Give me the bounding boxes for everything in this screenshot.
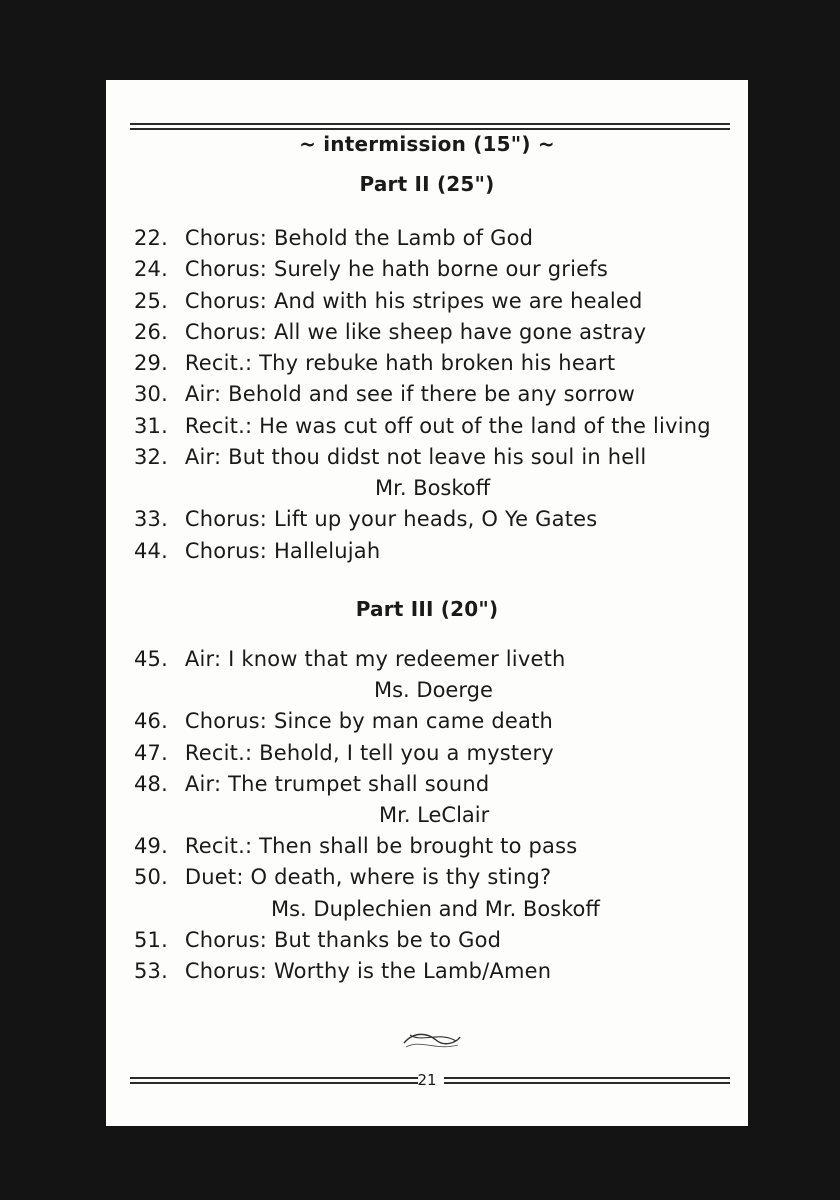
- entry-title: Chorus: Hallelujah: [184, 538, 381, 563]
- program-entry: [134, 536, 711, 567]
- entry-title: Chorus: All we like sheep have gone astray: [184, 319, 647, 344]
- entry-title: Air: Behold and see if there be any sorrow: [184, 382, 636, 407]
- program-page: [106, 80, 748, 1126]
- program-entry: [134, 956, 600, 987]
- program-entry: [134, 254, 711, 285]
- entry-number: 33.: [134, 507, 168, 532]
- top-double-rule: [130, 123, 730, 130]
- program-entry: [134, 379, 711, 410]
- entry-title: Recit.: Behold, I tell you a mystery: [184, 740, 554, 765]
- entry-title: Recit.: Thy rebuke hath broken his heart: [184, 351, 616, 376]
- entry-number: 24.: [134, 257, 168, 282]
- program-entry: [134, 223, 711, 254]
- part-iii-list: [134, 644, 600, 987]
- entry-title: Recit.: Then shall be brought to pass: [184, 834, 578, 859]
- program-entry: [134, 644, 600, 675]
- entry-title: Chorus: Lift up your heads, O Ye Gates: [184, 507, 598, 532]
- entry-title: Chorus: Worthy is the Lamb/Amen: [184, 959, 552, 984]
- performer-credit: Ms. Doerge: [374, 678, 493, 703]
- entry-title: Recit.: He was cut off out of the land of the living: [184, 413, 711, 438]
- entry-number: 45.: [134, 647, 168, 671]
- entry-number: 25.: [134, 288, 168, 313]
- entry-title: Air: But thou didst not leave his soul in hell: [184, 445, 647, 470]
- program-entry: [134, 769, 600, 800]
- performer-credit: Mr. LeClair: [379, 803, 490, 828]
- entry-number: 30.: [134, 382, 168, 407]
- entry-number: 47.: [134, 740, 168, 765]
- part-iii-heading: Part III (20"): [355, 597, 499, 621]
- entry-number: 53.: [134, 959, 168, 984]
- entry-number: 48.: [134, 771, 168, 796]
- entry-number: 22.: [134, 226, 168, 250]
- part-ii-list: [134, 223, 711, 567]
- performer-credit: Mr. Boskoff: [375, 476, 491, 501]
- entry-number: 32.: [134, 445, 168, 470]
- program-entry: [134, 862, 600, 893]
- entry-title: Chorus: Surely he hath borne our griefs: [184, 257, 608, 282]
- entry-number: 31.: [134, 413, 168, 438]
- program-entry: [134, 442, 711, 473]
- entry-number: 46.: [134, 709, 168, 734]
- program-entry: [134, 348, 711, 379]
- entry-number: 44.: [134, 538, 168, 563]
- program-entry: [134, 738, 600, 769]
- entry-number: 49.: [134, 834, 168, 859]
- entry-title: Air: I know that my redeemer liveth: [184, 647, 566, 671]
- entry-title: Chorus: And with his stripes we are healed: [184, 288, 643, 313]
- entry-number: 51.: [134, 927, 168, 952]
- entry-title: Duet: O death, where is thy sting?: [184, 865, 552, 890]
- entry-number: 26.: [134, 319, 168, 344]
- entry-number: 50.: [134, 865, 168, 890]
- program-entry: [134, 286, 711, 317]
- flourish-ornament-icon: [400, 1027, 464, 1053]
- program-entry: [134, 504, 711, 535]
- program-entry: [134, 317, 711, 348]
- program-entry: [134, 925, 600, 956]
- part-ii-heading: Part II (25"): [359, 172, 495, 196]
- performer-credit: Ms. Duplechien and Mr. Boskoff: [271, 896, 600, 921]
- page-number: 21: [417, 1071, 437, 1089]
- program-entry: [134, 411, 711, 442]
- entry-number: 29.: [134, 351, 168, 376]
- intermission-heading: ~ intermission (15") ~: [299, 132, 555, 156]
- footer-rule-right: [444, 1077, 730, 1084]
- program-entry: [134, 706, 600, 737]
- entry-title: Chorus: Since by man came death: [184, 709, 554, 734]
- program-entry: [134, 831, 600, 862]
- entry-title: Chorus: But thanks be to God: [184, 927, 502, 952]
- entry-title: Chorus: Behold the Lamb of God: [184, 226, 534, 250]
- entry-title: Air: The trumpet shall sound: [184, 771, 490, 796]
